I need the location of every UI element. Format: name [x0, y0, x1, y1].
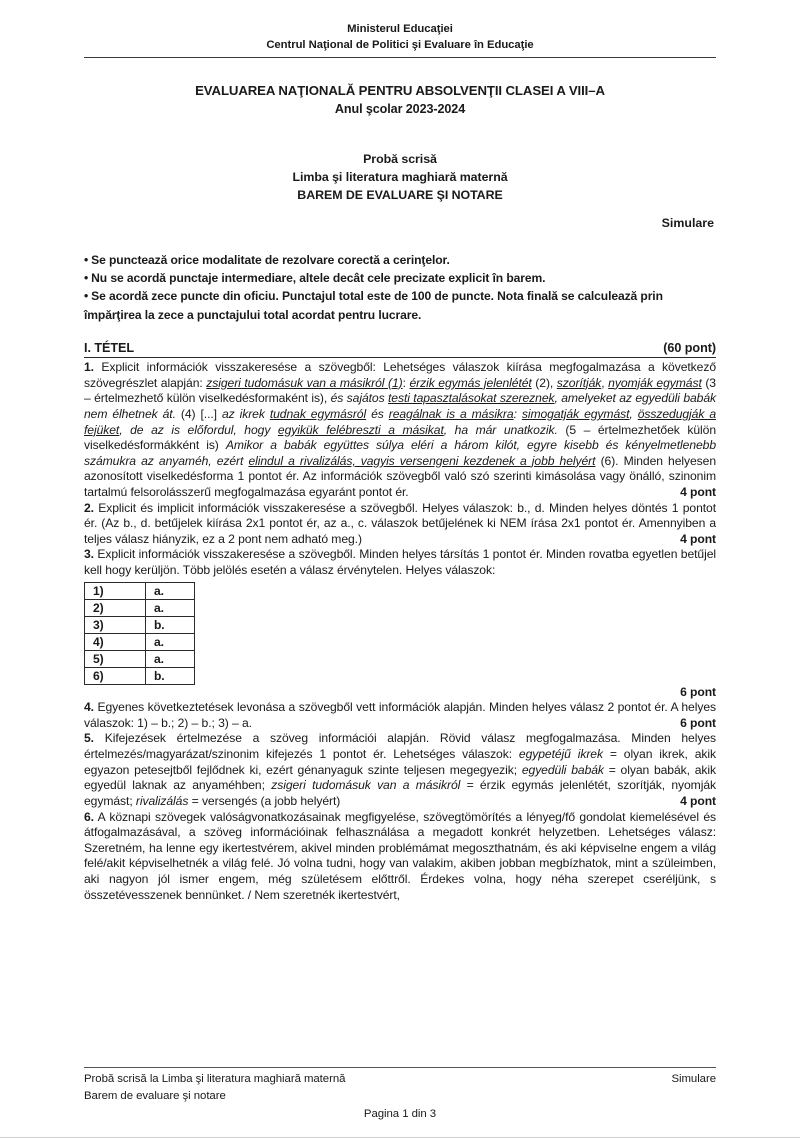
table-row — [85, 616, 195, 633]
quote-12: összedugják a fejüket — [84, 406, 716, 437]
barem-body — [84, 358, 716, 903]
quote-4: nyomják egymást — [608, 375, 702, 390]
institution-header — [84, 0, 716, 53]
footer-doc-type: Barem de evaluare şi notare — [84, 1089, 226, 1102]
subject-name: Limba şi literatura maghiară maternă — [292, 169, 508, 184]
grading-notes — [84, 251, 716, 325]
sep: , — [629, 406, 638, 421]
item-points: 4 pont — [680, 485, 716, 499]
item-text: Egyenes következtetések levonása a szövegből vett információk alapján. Minden helyes válasz 2 pontot ér. A helyes válaszok: 1) – b.; 2) – b.; 3) – a. — [84, 700, 716, 730]
row-number: 5) — [85, 650, 146, 667]
quote-2: érzik egymás jelenlétét — [409, 375, 532, 390]
item-number: 6. — [84, 809, 94, 824]
term-2: egyedüli babák — [521, 762, 604, 777]
barem-item-6 — [84, 810, 716, 904]
bullet-icon: • — [84, 271, 89, 285]
quote-11: simogatják egymást — [521, 406, 630, 421]
header-divider — [84, 57, 716, 58]
row-answer: b. — [146, 667, 195, 684]
note-item — [84, 269, 716, 287]
sep: , — [601, 375, 609, 390]
sep: (3 – értelmezhető külön viselkedésformaként is), — [84, 375, 716, 406]
row-answer: a. — [146, 650, 195, 667]
section-label: I. TÉTEL — [84, 341, 134, 356]
sep: (2), — [531, 375, 557, 390]
item-number: 5. — [84, 731, 94, 746]
item-number: 4. — [84, 700, 94, 715]
quote-5: és sajátos — [330, 391, 389, 406]
item-lead: Kifejezések értelmezése a szöveg információi alapján. Rövid válasz megfogalmazása. Minden helyes értelmezés/magyarázat/szinonim kifejezés 1 pontot ér. Lehetséges válaszok: — [84, 731, 716, 762]
sep: : — [513, 406, 522, 421]
item-text: A köznapi szövegek valóságvonatkozásainak megfigyelése, szövegtömörítés a lényeg/fő gondolat kiemelésével és átfogalmazásával, a szöveg információinak felhasználása a megadott konkrét helyzetben. Lehetséges válasz: Szeretném, ha lenne egy ikertestvérem, akivel minden problémámat megoszthatnám, és aki képviselne engem a világ felé/akit képviselhetnék a világ felé. Jó volna tudni, hogy van valakim, akiben jobban megbízhatok, mint a szüleimben, aki nagyon jól ismer engem, még születésem előttről. Érdekes volna, hogy néha szerepet cseréljünk, s összetévesszenek bennünket. / Nem szeretnék ikertestvért, — [84, 809, 716, 902]
note-text: Nu se acordă punctaje intermediare, altele decât cele precizate explicit în barem. — [91, 271, 546, 285]
section-heading — [84, 341, 716, 358]
table-row — [85, 633, 195, 650]
note-text: Se punctează orice modalitate de rezolvare corectă a cerinţelor. — [91, 252, 450, 267]
bullet-icon: • — [84, 252, 89, 267]
sep: : — [402, 375, 410, 390]
row-number: 6) — [85, 667, 146, 684]
quote-3: szorítják — [556, 375, 602, 390]
item-points: 4 pont — [680, 531, 716, 546]
footer-line-1 — [84, 1071, 716, 1087]
term-3: zsigeri tudomásuk van a másikról — [271, 778, 461, 793]
exam-title: EVALUAREA NAŢIONALĂ PENTRU ABSOLVENŢII CLASEI A VIII–A — [195, 83, 605, 99]
row-number: 3) — [85, 616, 146, 633]
definition-2: = olyan babák, akik egyedül laknak az anyaméhben; — [84, 762, 717, 793]
subject-block — [84, 151, 716, 205]
quote-13: , de az is előfordul, hogy — [119, 422, 278, 437]
row-answer: a. — [146, 633, 195, 650]
ministry-name: Ministerul Educaţiei — [347, 23, 453, 35]
quote-9: és — [366, 406, 389, 421]
quote-16: Amikor a babák együttes súlya eléri a három kilót, egyre kisebb és kényelmetlenebb számukra az anyaméh, ezért — [84, 438, 717, 468]
item-number: 3. — [84, 547, 94, 562]
row-number: 1) — [85, 582, 146, 599]
barem-item-1 — [84, 360, 716, 500]
table-row — [85, 582, 195, 599]
barem-item-4 — [84, 700, 716, 731]
school-year: Anul şcolar 2023-2024 — [334, 101, 466, 116]
section-points: (60 pont) — [663, 341, 716, 356]
row-number: 4) — [85, 633, 146, 650]
session-label: Simulare — [661, 215, 714, 230]
quote-6: testi tapasztalásokat szereznek — [388, 391, 555, 406]
item-text: Explicit és implicit információk visszakeresése a szövegből. Helyes válaszok: b., d. Minden helyes döntés 1 pontot ér. (Az b., d. betűjelek kiírása 2x1 pontot ér, az a., c. válaszok betűjelének ki NEM írása 2x1 pontot ér. Amennyiben a teljes válasz hiányzik, ez a 2 pont nem adható meg.) — [84, 500, 716, 546]
quote-1: zsigeri tudomásuk van a másikról (1) — [206, 375, 403, 390]
item-number: 2. — [84, 500, 94, 515]
term-4: rivalizálás — [135, 793, 189, 808]
bullet-icon: • — [84, 289, 89, 304]
row-number: 2) — [85, 599, 146, 616]
item-points: 4 pont — [680, 793, 716, 808]
barem-item-2 — [84, 501, 716, 548]
answer-key-table — [84, 582, 195, 685]
table-row — [85, 599, 195, 616]
footer-session: Simulare — [671, 1073, 716, 1086]
quote-8: tudnak egymásról — [269, 406, 367, 421]
barem-item-5 — [84, 731, 716, 809]
evaluation-center-name: Centrul Naţional de Politici şi Evaluare în Educaţie — [266, 39, 534, 52]
quote-14: egyikük felébreszti a másikat — [277, 422, 444, 437]
written-test-label: Probă scrisă — [363, 151, 437, 166]
answer-key-body — [85, 582, 195, 684]
quote-15: , ha már unatkozik. — [443, 422, 558, 437]
quote-17: elindul a rivalizálás, vagyis versengeni kezdenek a jobb helyért — [248, 453, 596, 468]
footer-subject: Probă scrisă la Limba şi literatura maghiară maternă — [84, 1073, 346, 1086]
quote-7: az ikrek — [221, 406, 270, 421]
note-text: Se acordă zece puncte din oficiu. Punctajul total este de 100 de puncte. Nota finală se calculează prin împărţirea la zece a punctajului total acordat pentru lucrare. — [84, 289, 663, 322]
definition-4: = versengés (a jobb helyért) — [188, 793, 341, 808]
row-answer: b. — [146, 616, 195, 633]
page-number: Pagina 1 din 3 — [363, 1107, 437, 1120]
item-points: 6 pont — [680, 715, 716, 730]
table-row — [85, 667, 195, 684]
row-answer: a. — [146, 582, 195, 599]
row-answer: a. — [146, 599, 195, 616]
item-text: Explicit információk visszakeresése a szövegből. Minden helyes társítás 1 pontot ér. Minden rovatba egyetlen betűjel kell hogy kerüljön. Több jelölés esetén a válasz érvénytelen. Helyes válaszok: — [84, 547, 716, 578]
page-footer — [84, 1067, 716, 1122]
table-row — [85, 650, 195, 667]
item-lead: Explicit információk visszakeresése a szövegből: Lehetséges válaszok kiírása megfogalmazása a következő szövegrészlet alapján: — [84, 360, 716, 390]
note-item — [84, 251, 716, 269]
sep: (5 – értelmezhetőek külön viselkedésformákként is) — [84, 422, 716, 453]
definition-3: = érzik egymás jelenlétét, szorítják, nyomják egymást; — [84, 778, 716, 808]
sep: , amelyeket az egyedüli babák nem élhetnek át. — [84, 391, 716, 421]
item-3-points: 6 pont — [680, 684, 716, 699]
quote-10: reagálnak is a másikra — [388, 406, 514, 421]
document-type: BAREM DE EVALUARE ŞI NOTARE — [297, 187, 503, 202]
note-item — [84, 287, 716, 324]
sep: (4) [...] — [175, 406, 222, 421]
item-tail: (6). Minden helyesen azonosított viselkedésforma 1 pontot ér. Az információk szövegből való szó szerinti kimásolása vagy önálló, szinonim tartalmú felsorolásszerű megfogalmazása egyaránt pontot ér. — [84, 453, 717, 499]
term-1: egypetéjű ikrek — [518, 747, 603, 762]
barem-item-3 — [84, 547, 716, 578]
definition-1: = olyan ikrek, akik egyazon petesejtből fejlődnek ki, ezért génanyaguk szinte teljesen megegyezik; — [84, 747, 716, 777]
exam-title-block — [84, 82, 716, 119]
item-number: 1. — [84, 360, 94, 375]
